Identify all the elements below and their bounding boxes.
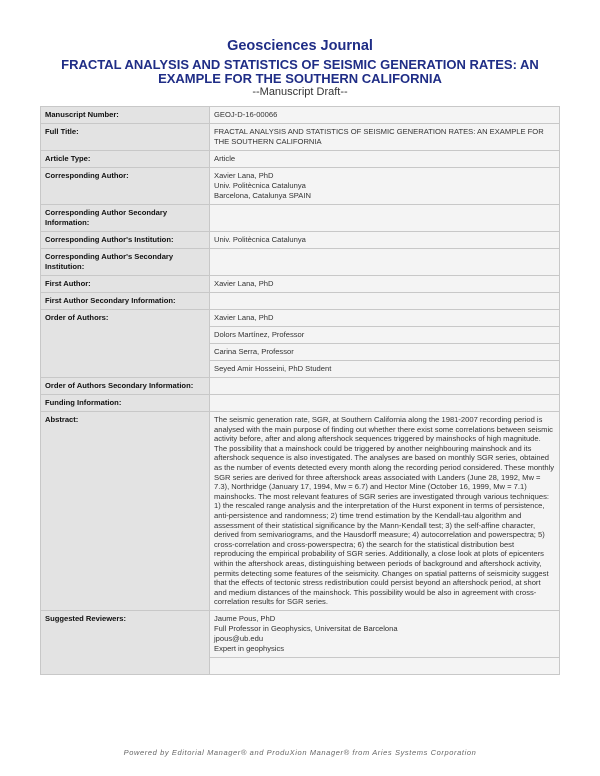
label-order-secondary: Order of Authors Secondary Information: xyxy=(41,378,210,395)
row-abstract xyxy=(41,412,560,611)
row-suggested-reviewers xyxy=(41,610,560,657)
corresponding-author-line: Xavier Lana, PhD xyxy=(214,171,274,180)
reviewer-line: Full Professor in Geophysics, Universitat de Barcelona xyxy=(214,623,398,633)
manuscript-title: FRACTAL ANALYSIS AND STATISTICS OF SEISMIC GENERATION RATES: AN EXAMPLE FOR THE SOUTHERN CALIFORNIA xyxy=(61,57,539,86)
row-manuscript-number xyxy=(41,107,560,124)
draft-label: --Manuscript Draft-- xyxy=(252,86,348,98)
value-full-title: FRACTAL ANALYSIS AND STATISTICS OF SEISMIC GENERATION RATES: AN EXAMPLE FOR THE SOUTHERN CALIFORNIA xyxy=(210,124,560,151)
corresponding-author-line: Barcelona, Catalunya SPAIN xyxy=(214,191,311,200)
label-article-type: Article Type: xyxy=(41,151,210,168)
value-order-secondary xyxy=(210,378,560,395)
value-abstract: The seismic generation rate, SGR, at Southern California along the 1981-2007 recording period is analysed with the main purpose of finding out whether there exist some correlations between seismic activity before, after and along aftershock sequences triggered by mainshocks of high magnitude. The possibility that a mainshock could be triggered by another neighbouring mainshock and its aftershock sequence is also investigated. The analyses are based on monthly SGR series, obtained as the number of events detected every month along the recording period considered. These monthly SGR series are derived for three aftershock areas associated with Landers (June 28, 1992, Mw = 7.3), Northridge (January 17, 1994, Mw = 6.7) and Hector Mine (October 16, 1999, Mw = 7.1) mainshocks. The most relevant features of SGR series are investigated through various techniques: 1) the rescaled range analysis and the interpretation of the Hurst exponent in terms of persistence, anti-persistence and randomness; 2) time trend estimation by the Kendall-tau algorithm and assessment of their statistical significance by the Mann-Kendall test; 3) the self-affine character, derived from semivariograms, and the Hausdorff measure; 4) autocorrelation and powerspectra; 5) cross-correlation and cross-powerspectra; 6) the search for the statistical distribution best reproducing the empirical probability of SGR series. Additionally, a close look at plots of epicenters within the aftershock areas, distinguishing between periods of background and aftershock activity, permits detecting some features of the seismicity. Changes on spatial patterns of seismicity suggest that the effects of tectonic stress redistribution could persist beyond an aftershock period, at short and medium distances of the mainshock. This possibility would be also in agreement with cross-correlation results for SGR series. xyxy=(210,412,560,611)
author-entry: Seyed Amir Hosseini, PhD Student xyxy=(210,361,560,378)
label-corresponding-author: Corresponding Author: xyxy=(41,168,210,205)
label-first-author-secondary: First Author Secondary Information: xyxy=(41,293,210,310)
author-entry: Xavier Lana, PhD xyxy=(210,310,560,327)
value-first-author: Xavier Lana, PhD xyxy=(210,276,560,293)
row-corresponding-author xyxy=(41,168,560,205)
row-order-secondary xyxy=(41,378,560,395)
reviewer-line: Jaume Pous, PhD xyxy=(214,613,276,623)
label-corresponding-institution: Corresponding Author's Institution: xyxy=(41,232,210,249)
row-order-of-authors xyxy=(41,310,560,327)
label-funding: Funding Information: xyxy=(41,395,210,412)
row-corresponding-author-secondary xyxy=(41,205,560,232)
row-article-type xyxy=(41,151,560,168)
label-suggested-reviewers: Suggested Reviewers: xyxy=(41,610,210,674)
reviewer-line: jpous@ub.edu xyxy=(214,633,264,643)
corresponding-author-line: Univ. Politècnica Catalunya xyxy=(214,181,306,190)
value-corresponding-institution-secondary xyxy=(210,249,560,276)
header xyxy=(0,0,600,98)
value-manuscript-number: GEOJ-D-16-00066 xyxy=(210,107,560,124)
journal-name: Geosciences Journal xyxy=(227,38,373,54)
value-corresponding-author xyxy=(210,168,560,205)
reviewer-line: Expert in geophysics xyxy=(214,643,285,653)
value-funding xyxy=(210,395,560,412)
label-manuscript-number: Manuscript Number: xyxy=(41,107,210,124)
author-entry: Carina Serra, Professor xyxy=(210,344,560,361)
reviewer-spacer xyxy=(210,657,560,674)
footer-powered-by: Powered by Editorial Manager® and ProduXion Manager® from Aries Systems Corporation xyxy=(123,748,477,757)
row-corresponding-institution-secondary xyxy=(41,249,560,276)
author-entry: Dolors Martínez, Professor xyxy=(210,327,560,344)
row-first-author-secondary xyxy=(41,293,560,310)
row-corresponding-institution xyxy=(41,232,560,249)
manuscript-info-table xyxy=(40,106,560,675)
label-abstract: Abstract: xyxy=(41,412,210,611)
row-first-author xyxy=(41,276,560,293)
label-first-author: First Author: xyxy=(41,276,210,293)
row-full-title xyxy=(41,124,560,151)
label-corresponding-institution-secondary: Corresponding Author's Secondary Institution: xyxy=(41,249,210,276)
row-funding xyxy=(41,395,560,412)
value-suggested-reviewers xyxy=(210,610,560,657)
value-article-type: Article xyxy=(210,151,560,168)
label-full-title: Full Title: xyxy=(41,124,210,151)
label-corresponding-author-secondary: Corresponding Author Secondary Information: xyxy=(41,205,210,232)
label-order-of-authors: Order of Authors: xyxy=(41,310,210,378)
value-corresponding-institution: Univ. Politècnica Catalunya xyxy=(210,232,560,249)
value-first-author-secondary xyxy=(210,293,560,310)
value-corresponding-author-secondary xyxy=(210,205,560,232)
